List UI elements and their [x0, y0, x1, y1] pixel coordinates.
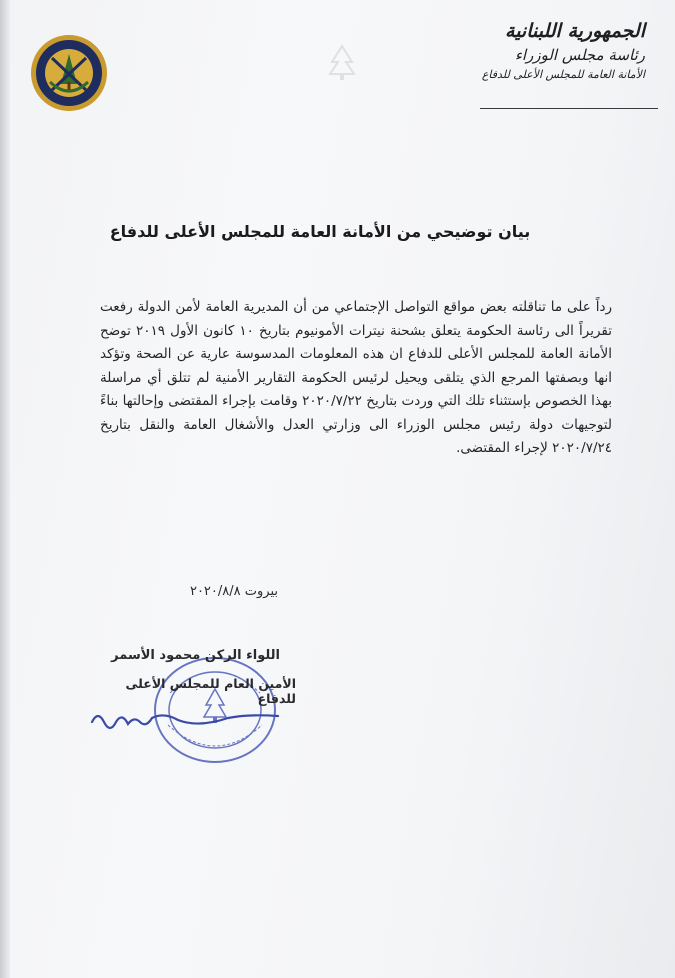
letterhead-secretariat: الأمانة العامة للمجلس الأعلى للدفاع [481, 68, 645, 81]
letterhead-republic: الجمهورية اللبنانية [505, 20, 645, 42]
statement-paragraph: رداً على ما تناقلته بعض مواقع التواصل الإجتماعي من أن المديرية العامة لأمن الدولة رفعت تقريراً الى رئاسة الحكومة يتعلق بشحنة نيترات الأمونيوم بتاريخ ١٠ كانون الأول ٢٠١٩ توضح الأمانة العامة للمجلس الأعلى للدفاع ان هذه المعلومات المدسوسة عارية عن الصحة وتؤكد انها وبصفتها المرجع الذي يتلقى ويحيل لرئيس الحكومة التقارير الأمنية لم تتلق أي مراسلة بهذا الخصوص بإستثناء تلك التي وردت بتاريخ ٢٠٢٠/٧/٢٢ وقامت بإجراء المقتضى وإحالتها بناءً لتوجيهات دولة رئيس مجلس الوزراء الى وزارتي العدل والأشغال العامة والنقل بتاريخ ٢٠٢٠/٧/٢٤ لإجراء المقتضى. [100, 299, 612, 456]
document-title: بيان توضيحي من الأمانة العامة للمجلس الأعلى للدفاع [109, 222, 531, 241]
page-edge-shadow [0, 0, 10, 978]
signatory-title: الأمين العام للمجلس الأعلى للدفاع [125, 676, 296, 706]
letterhead [425, 18, 645, 84]
embossed-cedar-seal-icon [318, 42, 366, 82]
document-date: بيروت ٢٠٢٠/٨/٨ [189, 584, 278, 599]
letterhead-divider [480, 108, 658, 109]
handwritten-signature-icon [88, 698, 288, 738]
letterhead-presidency: رئاسة مجلس الوزراء [514, 46, 645, 64]
document-body [100, 296, 612, 461]
signatory-name: اللواء الركن محمود الأسمر [111, 648, 280, 663]
defense-council-emblem-icon [30, 34, 108, 112]
